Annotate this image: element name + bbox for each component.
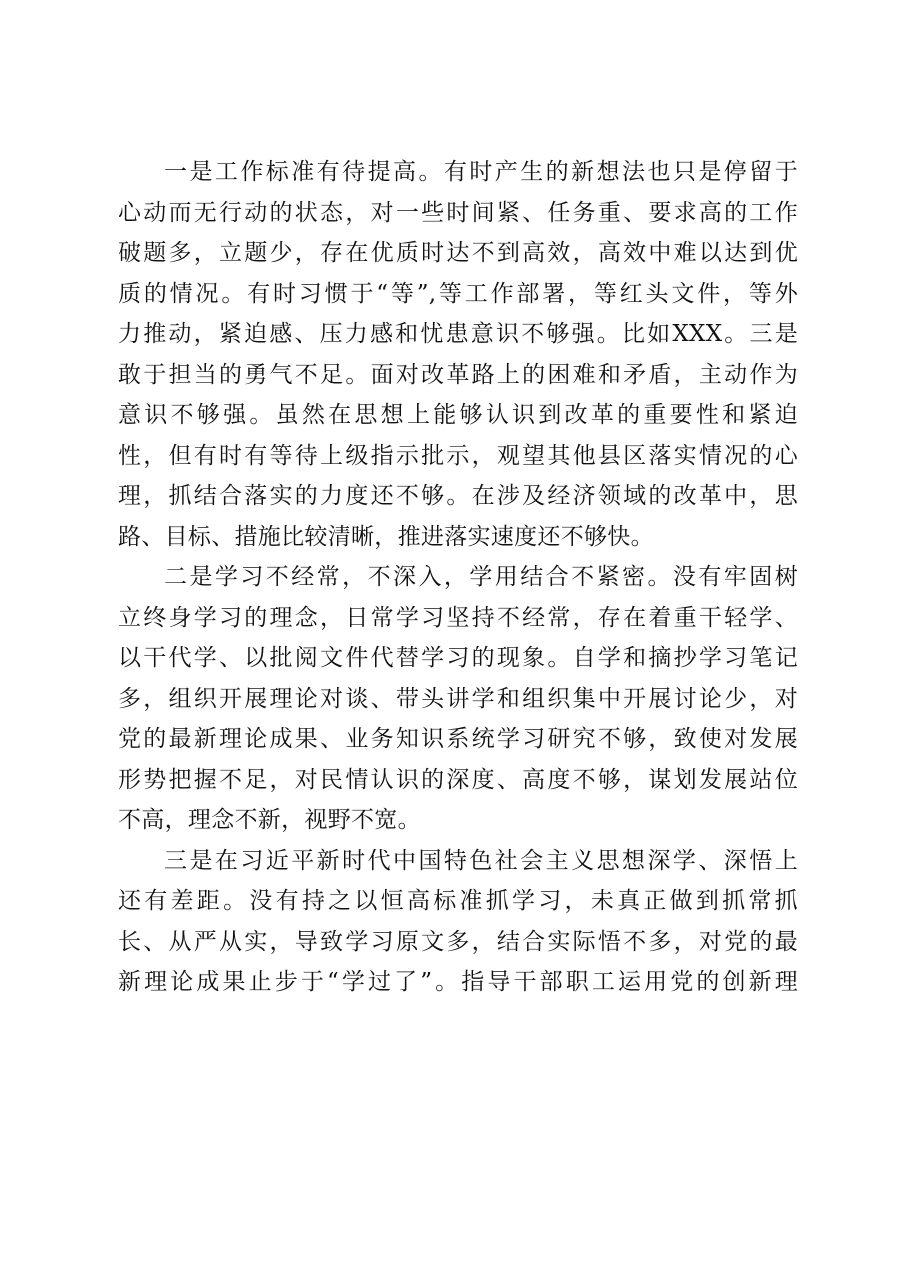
text-line: 力推动，紧迫感、压力感和忧患意识不够强。比如XXX。三是: [118, 321, 798, 347]
text-line: 意识不够强。虽然在思想上能够认识到改革的重要性和紧迫: [118, 402, 798, 428]
text-line: 新理论成果止步于“学过了”。指导干部职工运用党的创新理: [118, 969, 798, 995]
text-line: 不高，理念不新，视野不宽。: [118, 807, 421, 833]
text-line: 心动而无行动的状态，对一些时间紧、任务重、要求高的工作: [118, 199, 798, 226]
paragraph-study-habits: [118, 557, 798, 841]
text-line: 理，抓结合落实的力度还不够。在涉及经济领域的改革中，思: [118, 483, 798, 509]
text-line: 还有差距。没有持之以恒高标准抓学习，未真正做到抓常抓: [118, 888, 798, 914]
text-line: 一是工作标准有待提高。有时产生的新想法也只是停留于: [164, 159, 798, 185]
text-line: 质的情况。有时习惯于“等”,等工作部署，等红头文件，等外: [118, 280, 798, 307]
document-body: [118, 152, 798, 1003]
text-line: 立终身学习的理念，日常学习坚持不经常，存在着重干轻学、: [118, 604, 798, 631]
text-line: 长、从严从实，导致学习原文多，结合实际悟不多，对党的最: [118, 928, 798, 955]
text-line: 破题多，立题少，存在优质时达不到高效，高效中难以达到优: [118, 240, 798, 266]
paragraph-theory-study: [118, 841, 798, 1003]
text-line: 敢于担当的勇气不足。面对改革路上的困难和矛盾，主动作为: [118, 361, 798, 388]
text-line: 党的最新理论成果、业务知识系统学习研究不够，致使对发展: [118, 726, 798, 752]
text-line: 性，但有时有等待上级指示批示，观望其他县区落实情况的心: [118, 442, 798, 469]
paragraph-work-standards: [118, 152, 798, 557]
text-line: 以干代学、以批阅文件代替学习的现象。自学和摘抄学习笔记: [118, 645, 798, 671]
text-line: 路、目标、措施比较清晰，推进落实速度还不够快。: [118, 523, 654, 550]
text-line: 形势把握不足，对民情认识的深度、高度不够，谋划发展站位: [118, 766, 798, 793]
text-line: 三是在习近平新时代中国特色社会主义思想深学、深悟上: [164, 847, 798, 874]
text-line: 多，组织开展理论对谈、带头讲学和组织集中开展讨论少，对: [118, 685, 798, 712]
text-line: 二是学习不经常，不深入，学用结合不紧密。没有牢固树: [164, 564, 798, 590]
